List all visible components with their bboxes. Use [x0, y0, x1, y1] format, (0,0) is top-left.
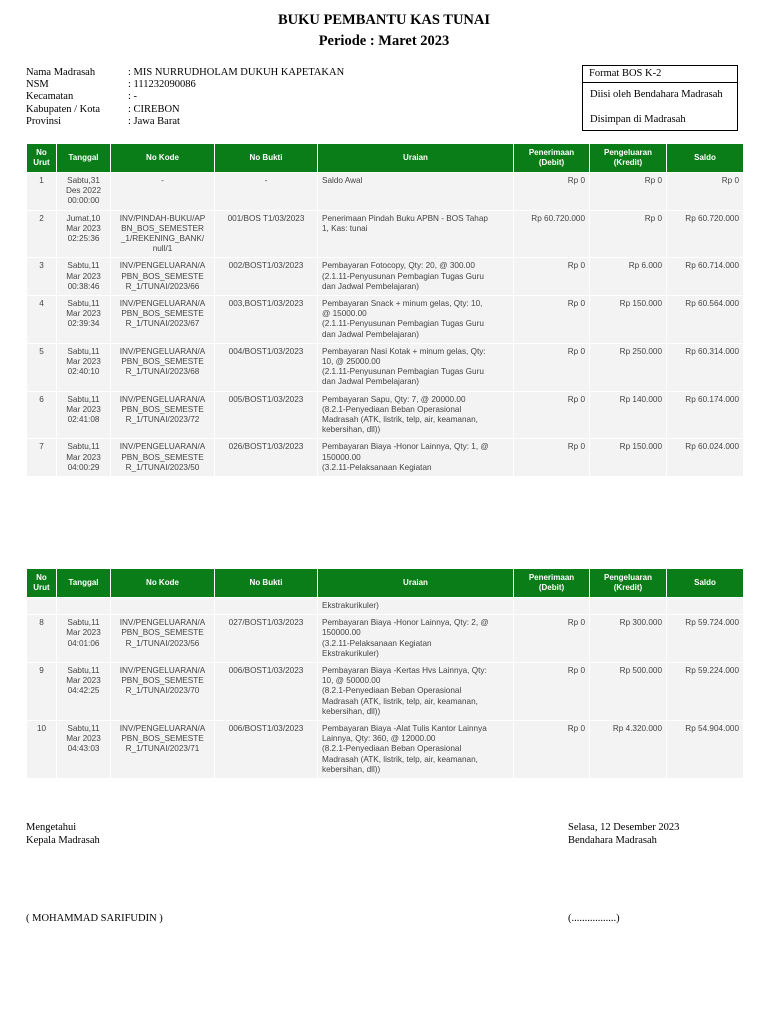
document-title: BUKU PEMBANTU KAS TUNAI [277, 12, 491, 28]
info-value: : 111232090086 [128, 79, 196, 91]
cell-bukti: 005/BOST1/03/2023 [215, 391, 318, 439]
treasurer-title: Bendahara Madrasah [568, 835, 657, 846]
cell-kredit: Rp 6.000 [590, 258, 667, 296]
cell-debit [514, 598, 590, 615]
madrasah-info [26, 67, 344, 128]
cell-uraian: Pembayaran Biaya -Alat Tulis Kantor Lainnya Lainnya, Qty: 360, @ 12000.00 (8.2.1-Penyediaan Beban Operasional Madrasah (ATK, listrik, telp, air, keamanan, kebersihan, dll)) [318, 721, 514, 779]
table-header [27, 569, 744, 598]
column-header-kredit: Pengeluaran (Kredit) [590, 569, 667, 598]
info-label: Nama Madrasah [26, 67, 96, 78]
cell-bukti [215, 598, 318, 615]
cell-uraian: Pembayaran Fotocopy, Qty: 20, @ 300.00 (2.1.11-Penyusunan Pembagian Tugas Guru dan Jadwal Pembelajaran) [318, 258, 514, 296]
cell-bukti: 003,BOST1/03/2023 [215, 296, 318, 344]
table-row [27, 343, 744, 391]
cell-kredit [590, 598, 667, 615]
info-row [26, 67, 344, 79]
cell-no: 4 [27, 296, 57, 344]
cell-no: 1 [27, 173, 57, 211]
cell-tanggal: Sabtu,11 Mar 2023 04:42:25 [57, 663, 111, 721]
cell-no [27, 598, 57, 615]
column-header-no: No Urut [27, 569, 57, 598]
cell-kredit: Rp 300.000 [590, 615, 667, 663]
cell-saldo: Rp 54.904.000 [667, 721, 744, 779]
cell-kredit: Rp 140.000 [590, 391, 667, 439]
cell-tanggal: Jumat,10 Mar 2023 02:25:36 [57, 210, 111, 258]
cell-kode [111, 598, 215, 615]
column-header-uraian: Uraian [318, 144, 514, 173]
cell-debit: Rp 0 [514, 173, 590, 211]
column-header-bukti: No Bukti [215, 144, 318, 173]
signature-date: Selasa, 12 Desember 2023 [568, 822, 680, 833]
cell-no: 5 [27, 343, 57, 391]
cell-debit: Rp 0 [514, 721, 590, 779]
signature-left [26, 821, 100, 847]
cell-saldo: Rp 60.714.000 [667, 258, 744, 296]
cell-no: 8 [27, 615, 57, 663]
column-header-kode: No Kode [111, 144, 215, 173]
cell-saldo: Rp 59.724.000 [667, 615, 744, 663]
column-header-saldo: Saldo [667, 144, 744, 173]
column-header-tanggal: Tanggal [57, 569, 111, 598]
acknowledged-label: Mengetahui [26, 822, 77, 833]
treasurer-name: (.................) [568, 913, 620, 924]
info-label: Kecamatan [26, 91, 74, 103]
cell-tanggal: Sabtu,11 Mar 2023 02:39:34 [57, 296, 111, 344]
info-value: : Jawa Barat [128, 115, 180, 127]
cell-kode: INV/PENGELUARAN/A PBN_BOS_SEMESTE R_1/TUNAI/2023/50 [111, 439, 215, 477]
cell-saldo: Rp 0 [667, 173, 744, 211]
cell-uraian: Saldo Awal [318, 173, 514, 211]
cell-kredit: Rp 250.000 [590, 343, 667, 391]
cell-kode: INV/PENGELUARAN/A PBN_BOS_SEMESTE R_1/TUNAI/2023/72 [111, 391, 215, 439]
cell-uraian: Pembayaran Nasi Kotak + minum gelas, Qty: 10, @ 25000.00 (2.1.11-Penyusunan Pembagian Tugas Guru dan Jadwal Pembelajaran) [318, 343, 514, 391]
cell-debit: Rp 60.720.000 [514, 210, 590, 258]
cell-tanggal: Sabtu,11 Mar 2023 02:40:10 [57, 343, 111, 391]
cash-ledger-table-page2 [26, 568, 744, 779]
cell-debit: Rp 0 [514, 258, 590, 296]
cell-debit: Rp 0 [514, 296, 590, 344]
cell-no: 9 [27, 663, 57, 721]
cell-kredit: Rp 4.320.000 [590, 721, 667, 779]
info-row [26, 104, 344, 116]
cell-debit: Rp 0 [514, 439, 590, 477]
cell-uraian: Pembayaran Biaya -Kertas Hvs Lainnya, Qty: 10, @ 50000.00 (8.2.1-Penyediaan Beban Operasional Madrasah (ATK, listrik, telp, air, keamanan, kebersihan, dll)) [318, 663, 514, 721]
continuation-row [27, 598, 744, 615]
table-row [27, 210, 744, 258]
column-header-saldo: Saldo [667, 569, 744, 598]
table-row [27, 615, 744, 663]
info-label: Kabupaten / Kota [26, 103, 101, 115]
cell-kredit: Rp 0 [590, 210, 667, 258]
principal-name: ( MOHAMMAD SARIFUDIN ) [26, 913, 163, 924]
cell-no: 2 [27, 210, 57, 258]
cell-saldo: Rp 59.224.000 [667, 663, 744, 721]
column-header-tanggal: Tanggal [57, 144, 111, 173]
cell-no: 7 [27, 439, 57, 477]
info-row [26, 79, 344, 91]
cell-tanggal: Sabtu,11 Mar 2023 04:43:03 [57, 721, 111, 779]
cell-no: 10 [27, 721, 57, 779]
table-header [27, 144, 744, 173]
cell-uraian: Ekstrakurikuler) [318, 598, 514, 615]
cell-uraian: Penerimaan Pindah Buku APBN - BOS Tahap 1, Kas: tunai [318, 210, 514, 258]
cell-tanggal: Sabtu,11 Mar 2023 00:38:46 [57, 258, 111, 296]
table-row [27, 663, 744, 721]
cell-uraian: Pembayaran Biaya -Honor Lainnya, Qty: 2, @ 150000.00 (3.2.11-Pelaksanaan Kegiatan Ekstrakurikuler) [318, 615, 514, 663]
column-header-kredit: Pengeluaran (Kredit) [590, 144, 667, 173]
format-label: Format BOS K-2 [583, 66, 737, 83]
cell-kode: INV/PENGELUARAN/A PBN_BOS_SEMESTE R_1/TUNAI/2023/56 [111, 615, 215, 663]
info-row [26, 116, 344, 128]
cell-saldo: Rp 60.314.000 [667, 343, 744, 391]
info-value: : - [128, 91, 138, 103]
cell-bukti: 026/BOST1/03/2023 [215, 439, 318, 477]
cell-saldo: Rp 60.024.000 [667, 439, 744, 477]
cell-tanggal: Sabtu,11 Mar 2023 02:41:08 [57, 391, 111, 439]
filled-by-label: Diisi oleh Bendahara Madrasah [590, 89, 723, 100]
cell-debit: Rp 0 [514, 663, 590, 721]
cell-tanggal: Sabtu,11 Mar 2023 04:01:06 [57, 615, 111, 663]
cell-no: 6 [27, 391, 57, 439]
cell-tanggal: Sabtu,11 Mar 2023 04:00:29 [57, 439, 111, 477]
table-row [27, 721, 744, 779]
cell-debit: Rp 0 [514, 615, 590, 663]
table-row [27, 439, 744, 477]
cell-uraian: Pembayaran Biaya -Honor Lainnya, Qty: 1, @ 150000.00 (3.2.11-Pelaksanaan Kegiatan [318, 439, 514, 477]
column-header-kode: No Kode [111, 569, 215, 598]
column-header-debit: Penerimaan (Debit) [514, 569, 590, 598]
info-value: : CIREBON [128, 103, 180, 115]
cell-kredit: Rp 0 [590, 173, 667, 211]
cell-debit: Rp 0 [514, 391, 590, 439]
cell-saldo [667, 598, 744, 615]
cell-bukti: 006/BOST1/03/2023 [215, 663, 318, 721]
document-period: Periode : Maret 2023 [318, 33, 450, 49]
cell-bukti: 002/BOST1/03/2023 [215, 258, 318, 296]
cell-bukti: 006/BOST1/03/2023 [215, 721, 318, 779]
principal-title: Kepala Madrasah [26, 835, 100, 846]
cell-kode: INV/PENGELUARAN/A PBN_BOS_SEMESTE R_1/TUNAI/2023/71 [111, 721, 215, 779]
cell-kredit: Rp 500.000 [590, 663, 667, 721]
info-label: Provinsi [26, 115, 62, 127]
cell-kode: INV/PINDAH-BUKU/AP BN_BOS_SEMESTER _1/REKENING_BANK/ null/1 [111, 210, 215, 258]
cell-uraian: Pembayaran Sapu, Qty: 7, @ 20000.00 (8.2.1-Penyediaan Beban Operasional Madrasah (ATK, listrik, telp, air, keamanan, kebersihan, dll)) [318, 391, 514, 439]
cell-no: 3 [27, 258, 57, 296]
cell-tanggal: Sabtu,31 Des 2022 00:00:00 [57, 173, 111, 211]
cell-saldo: Rp 60.564.000 [667, 296, 744, 344]
cell-saldo: Rp 60.174.000 [667, 391, 744, 439]
info-row [26, 91, 344, 103]
format-box [582, 65, 738, 131]
cell-kode: INV/PENGELUARAN/A PBN_BOS_SEMESTE R_1/TUNAI/2023/68 [111, 343, 215, 391]
column-header-debit: Penerimaan (Debit) [514, 144, 590, 173]
cell-kode: INV/PENGELUARAN/A PBN_BOS_SEMESTE R_1/TUNAI/2023/67 [111, 296, 215, 344]
cash-ledger-table-page1 [26, 143, 744, 477]
cell-uraian: Pembayaran Snack + minum gelas, Qty: 10, @ 15000.00 (2.1.11-Penyusunan Pembagian Tugas Guru dan Jadwal Pembelajaran) [318, 296, 514, 344]
cell-kredit: Rp 150.000 [590, 296, 667, 344]
stored-at-label: Disimpan di Madrasah [590, 114, 686, 125]
cell-bukti: 027/BOST1/03/2023 [215, 615, 318, 663]
cell-bukti: 004/BOST1/03/2023 [215, 343, 318, 391]
cell-bukti: - [215, 173, 318, 211]
table-row [27, 258, 744, 296]
info-value: : MIS NURRUDHOLAM DUKUH KAPETAKAN [128, 67, 345, 78]
column-header-bukti: No Bukti [215, 569, 318, 598]
cell-kode: INV/PENGELUARAN/A PBN_BOS_SEMESTE R_1/TUNAI/2023/70 [111, 663, 215, 721]
cell-kredit: Rp 150.000 [590, 439, 667, 477]
cell-kode: INV/PENGELUARAN/A PBN_BOS_SEMESTE R_1/TUNAI/2023/66 [111, 258, 215, 296]
cell-saldo: Rp 60.720.000 [667, 210, 744, 258]
table-row [27, 296, 744, 344]
table-row [27, 173, 744, 211]
cell-bukti: 001/BOS T1/03/2023 [215, 210, 318, 258]
cell-kode: - [111, 173, 215, 211]
info-label: NSM [26, 79, 49, 91]
cell-debit: Rp 0 [514, 343, 590, 391]
column-header-no: No Urut [27, 144, 57, 173]
signature-right [568, 821, 679, 847]
table-row [27, 391, 744, 439]
cell-tanggal [57, 598, 111, 615]
column-header-uraian: Uraian [318, 569, 514, 598]
